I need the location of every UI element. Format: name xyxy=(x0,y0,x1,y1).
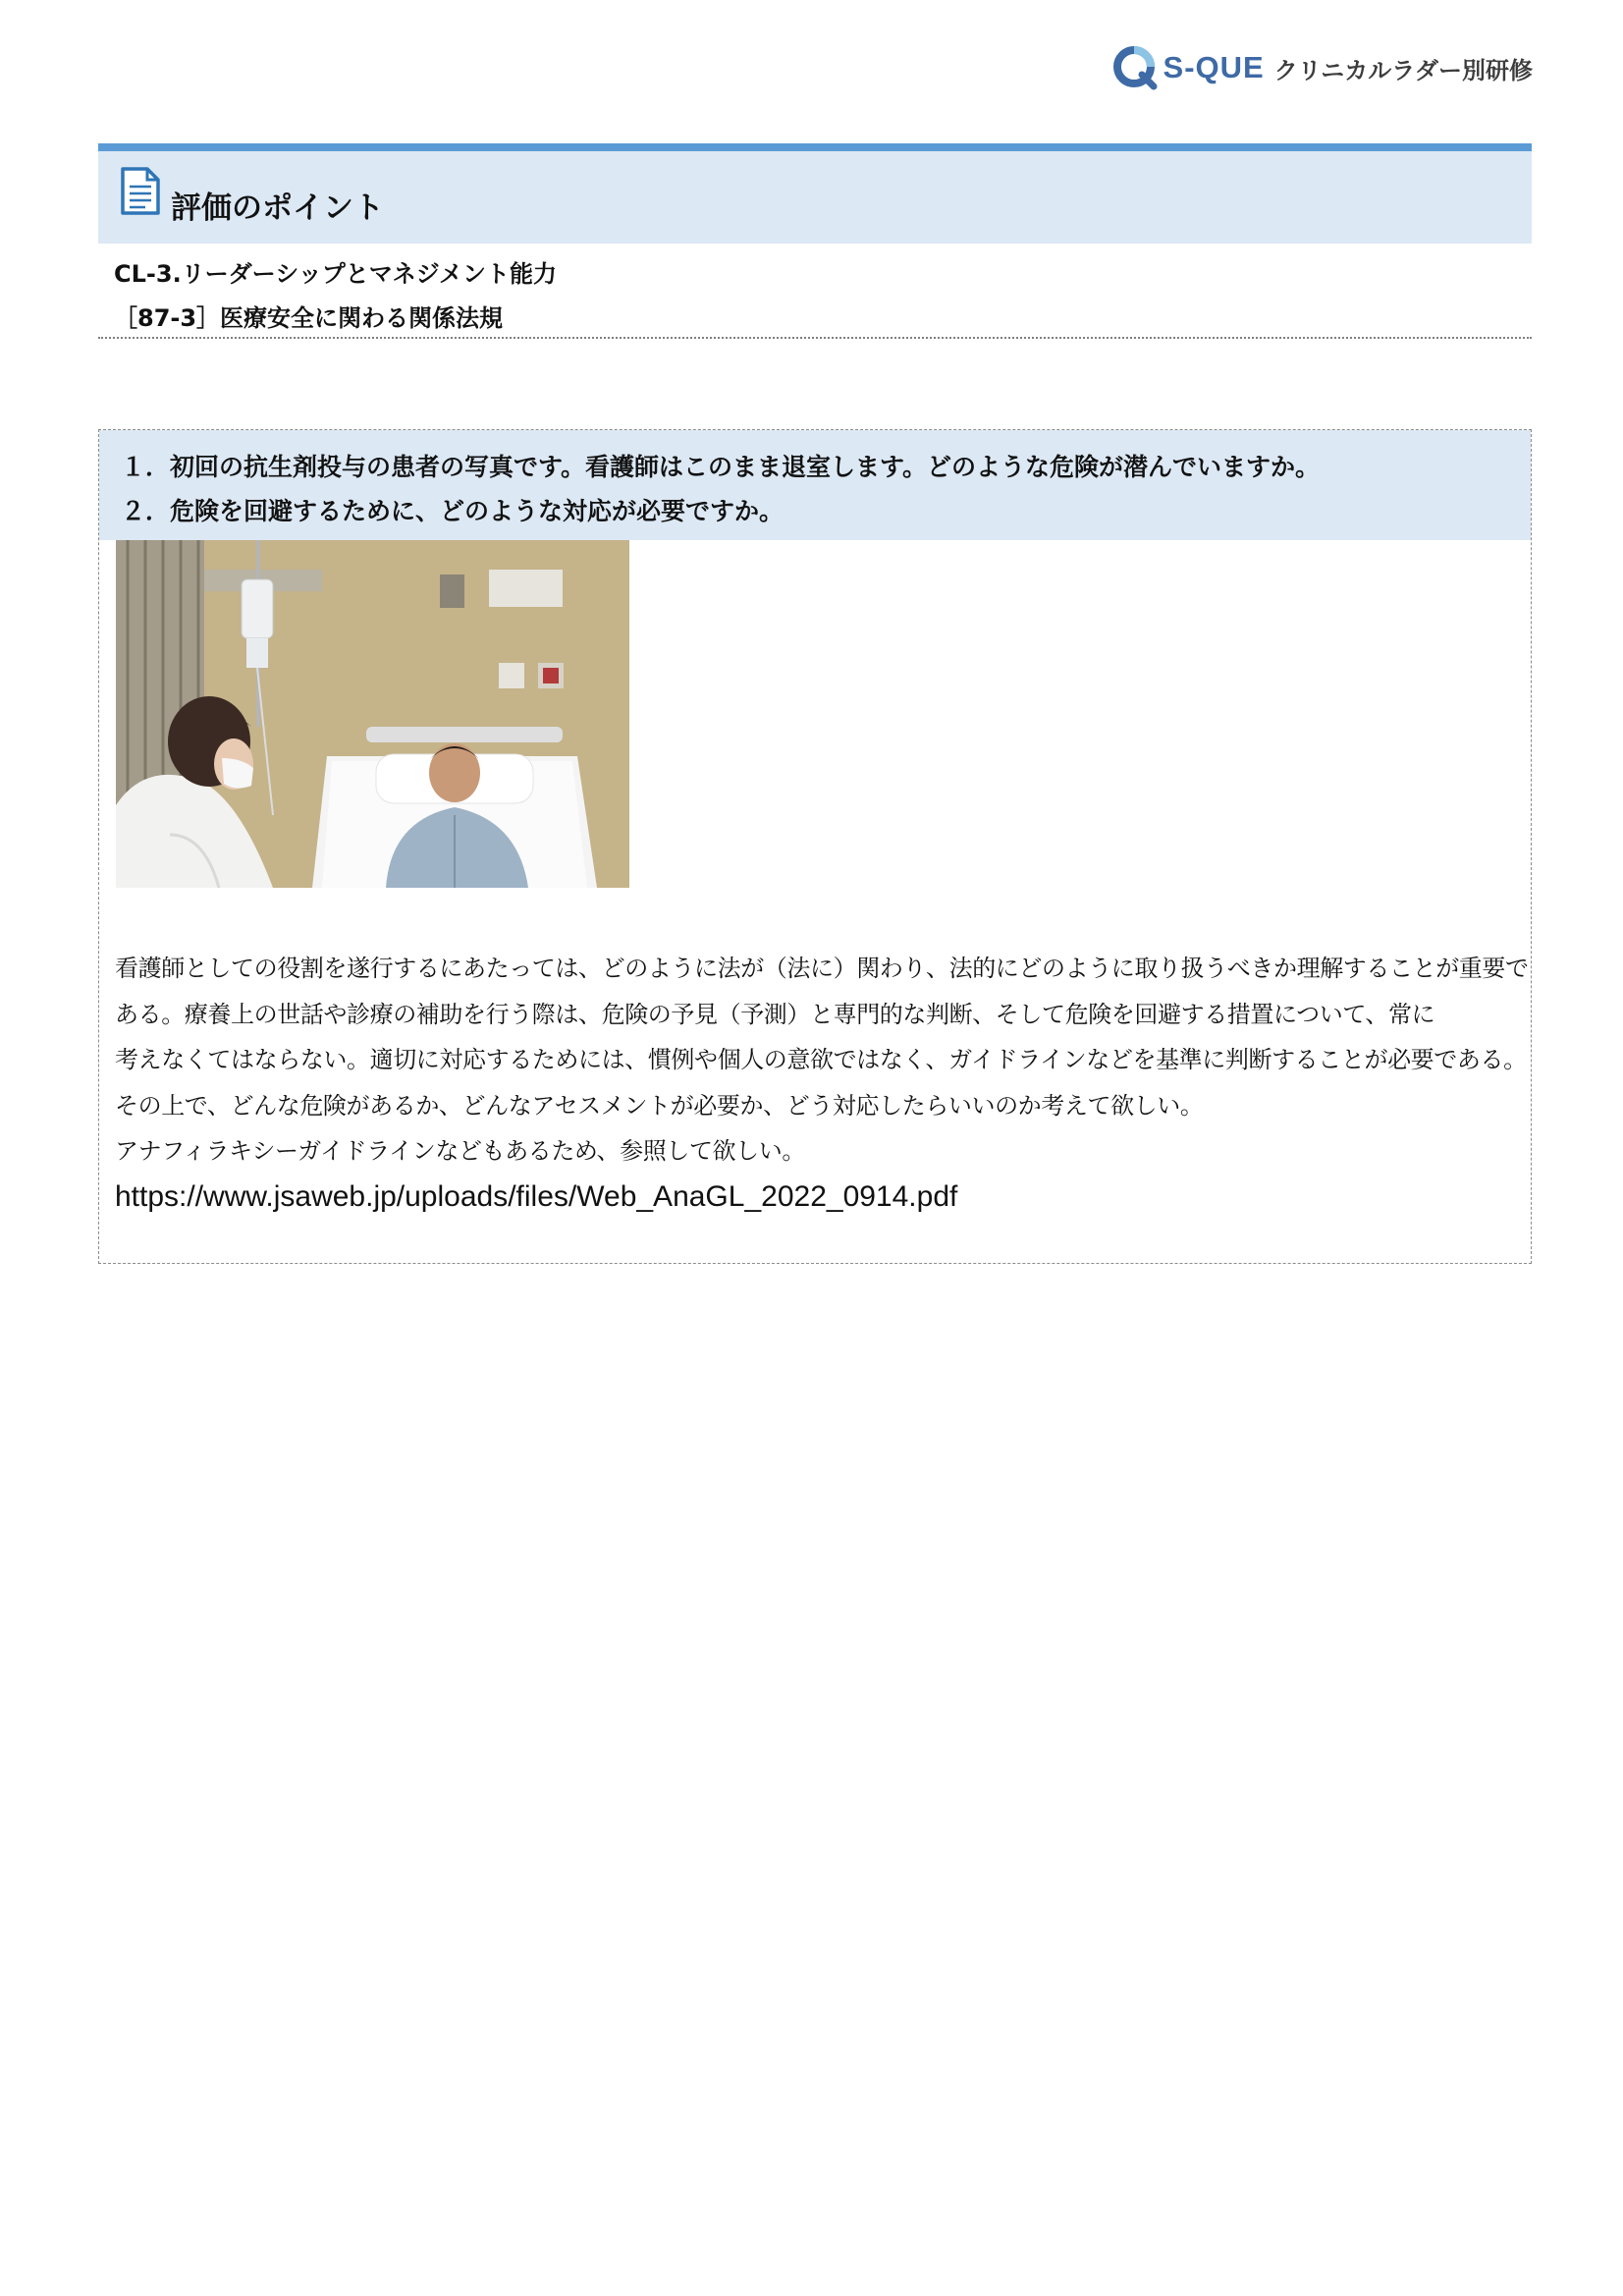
brand-logo xyxy=(1112,45,1533,90)
logo-subtitle: クリニカルラダー別研修 xyxy=(1273,56,1533,84)
patient-bed-photo xyxy=(116,540,629,888)
explanation-text xyxy=(115,946,1529,1220)
question-2: ２．危険を回避するために、どのような対応が必要ですか。 xyxy=(121,497,784,525)
question-1: １．初回の抗生剤投与の患者の写真です。看護師はこのまま退室します。どのような危険が潜んでいますか。 xyxy=(121,453,1321,481)
explanation-line-3: 考えなくてはならない。適切に対応するためには、慣例や個人の意欲ではなく、ガイドラインなどを基準に判断することが必要である。 xyxy=(115,1046,1527,1073)
explanation-line-4: その上で、どんな危険があるか、どんなアセスメントが必要か、どう対応したらいいのか考えて欲しい。 xyxy=(115,1091,1204,1120)
question-band xyxy=(99,430,1531,540)
q-logo-icon xyxy=(1112,45,1158,90)
question-box xyxy=(98,429,1532,1264)
explanation-line-5: アナフィラキシーガイドラインなどもあるため、参照して欲しい。 xyxy=(115,1137,805,1165)
topic-heading: ［87-3］医療安全に関わる関係法規 xyxy=(114,304,504,332)
explanation-line-2: ある。療養上の世話や診療の補助を行う際は、危険の予見（予測）と専門的な判断、そして危険を回避する措置について、常に xyxy=(115,1000,1435,1028)
divider xyxy=(98,337,1532,339)
guideline-url[interactable]: https://www.jsaweb.jp/uploads/files/Web_AnaGL_2022_0914.pdf xyxy=(115,1179,958,1213)
logo-text: S-QUE xyxy=(1163,50,1265,84)
section-title: 評価のポイント xyxy=(171,190,384,226)
competency-heading: CL-3.リーダーシップとマネジメント能力 xyxy=(114,260,558,288)
document-icon xyxy=(120,167,161,216)
section-title-band xyxy=(98,143,1532,244)
explanation-line-1: 看護師としての役割を遂行するにあたっては、どのように法が（法に）関わり、法的にどのように取り扱うべきか理解することが重要で xyxy=(115,955,1529,982)
